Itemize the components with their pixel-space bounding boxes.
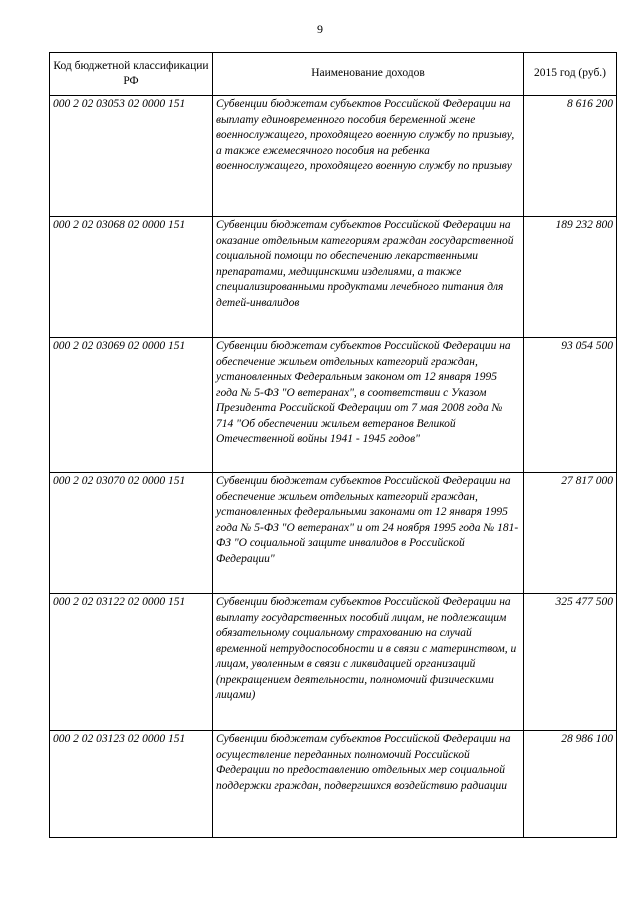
table-header-row [50, 53, 617, 96]
table-row [50, 217, 617, 338]
row-amount: 93 054 500 [524, 338, 617, 473]
row-amount: 325 477 500 [524, 594, 617, 731]
table-row [50, 96, 617, 217]
row-name: Субвенции бюджетам субъектов Российской Федерации на обеспечение жильем отдельных категорий граждан, установленных Федеральным законом от 12 января 1995 года № 5-ФЗ "О ветеранах", в соответствии с Указом Президента Российской Федерации от 7 мая 2008 года № 714 "Об обеспечении жильем ветеранов Великой Отечественной войны 1941 - 1945 годов" [213, 338, 524, 473]
row-name: Субвенции бюджетам субъектов Российской Федерации на обеспечение жильем отдельных категорий граждан, установленных федеральными законами от 12 января 1995 года № 5-ФЗ "О ветеранах" и от 24 ноября 1995 года № 181-ФЗ "О социальной защите инвалидов в Российской Федерации" [213, 473, 524, 594]
row-code: 000 2 02 03068 02 0000 151 [50, 217, 213, 338]
table-row [50, 594, 617, 731]
row-code: 000 2 02 03069 02 0000 151 [50, 338, 213, 473]
row-amount: 189 232 800 [524, 217, 617, 338]
row-amount: 8 616 200 [524, 96, 617, 217]
header-name: Наименование доходов [213, 53, 524, 96]
table-row [50, 473, 617, 594]
header-code: Код бюджетной классификации РФ [50, 53, 213, 96]
row-amount: 27 817 000 [524, 473, 617, 594]
row-amount: 28 986 100 [524, 731, 617, 838]
row-name: Субвенции бюджетам субъектов Российской Федерации на осуществление переданных полномочий Российской Федерации по предоставлению отдельных мер социальной поддержки граждан, подвергшихся воздействию радиации [213, 731, 524, 838]
row-code: 000 2 02 03122 02 0000 151 [50, 594, 213, 731]
row-code: 000 2 02 03123 02 0000 151 [50, 731, 213, 838]
row-name: Субвенции бюджетам субъектов Российской Федерации на выплату единовременного пособия беременной жене военнослужащего, проходящего военную службу по призыву, а также ежемесячного пособия на ребенка военнослужащего, проходящего военную службу по призыву [213, 96, 524, 217]
row-code: 000 2 02 03053 02 0000 151 [50, 96, 213, 217]
page-number: 9 [317, 22, 323, 36]
header-amount: 2015 год (руб.) [524, 53, 617, 96]
table-row [50, 731, 617, 838]
revenue-table [49, 52, 617, 838]
row-code: 000 2 02 03070 02 0000 151 [50, 473, 213, 594]
row-name: Субвенции бюджетам субъектов Российской Федерации на выплату государственных пособий лицам, не подлежащим обязательному социальному страхованию на случай временной нетрудоспособности и в связи с материнством, и лицам, уволенным в связи с ликвидацией организаций (прекращением деятельности, полномочий физическими лицами) [213, 594, 524, 731]
table-row [50, 338, 617, 473]
row-name: Субвенции бюджетам субъектов Российской Федерации на оказание отдельным категориям граждан государственной социальной помощи по обеспечению лекарственными препаратами, медицинскими изделиями, а также специализированными продуктами лечебного питания для детей-инвалидов [213, 217, 524, 338]
